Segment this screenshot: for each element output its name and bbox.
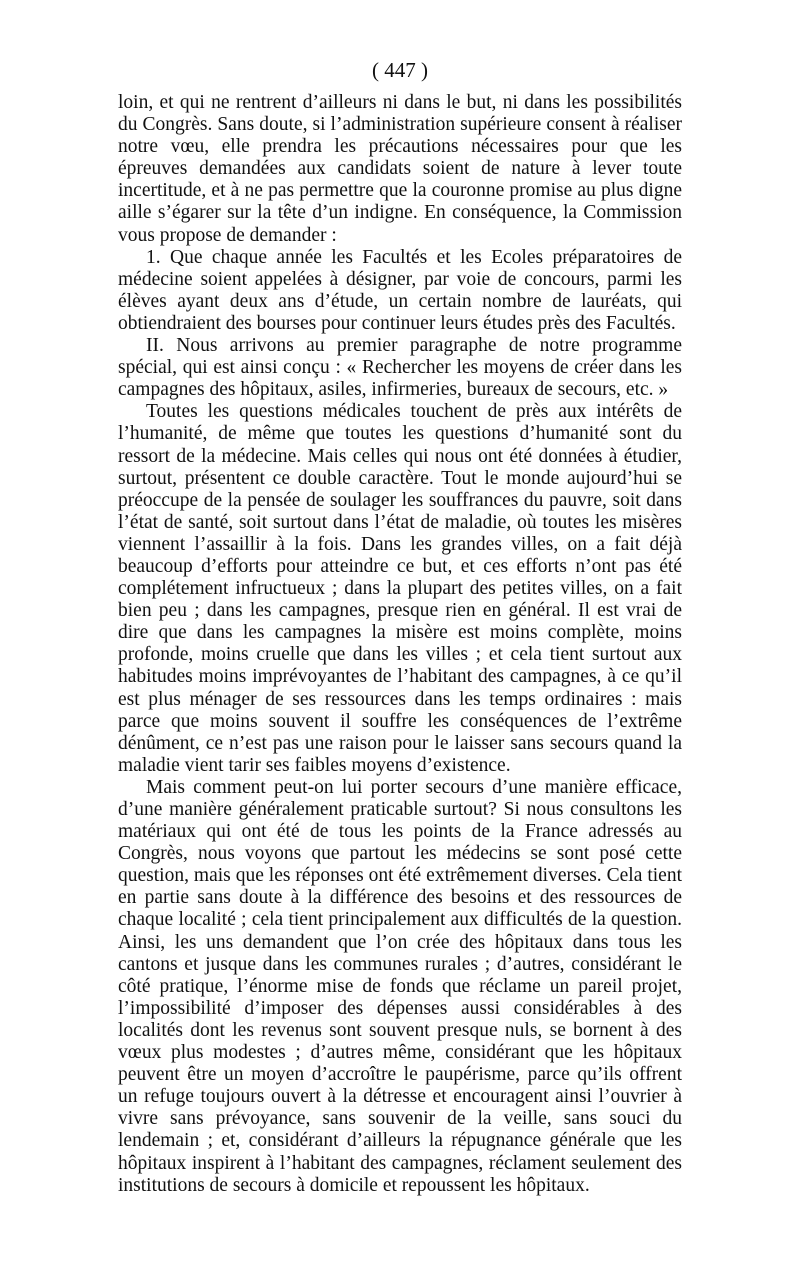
paragraph-continuation: loin, et qui ne rentrent d’ailleurs ni dans le but, ni dans les possibilités du Congrès. Sans doute, si l’administration supérieure consent à réaliser notre vœu, elle prendra les précautions nécessaires pour que les épreuves demandées aux candidats soient de nature à lever toute incertitude, et à ne pas permettre que la couronne promise au plus digne aille s’égarer sur la tête d’un indigne. En conséquence, la Commission vous propose de demander : (118, 92, 682, 246)
paragraph-efficient-aid: Mais comment peut-on lui porter secours d’une manière efficace, d’une manière généralement praticable surtout? Si nous consultons les matériaux qui ont été de tous les points de la France adressés au Congrès, nous voyons que partout les médecins se sont posé cette question, mais que les réponses ont été extrêmement diverses. Cela tient en partie sans doute à la différence des besoins et des ressources de chaque localité ; cela tient principalement aux difficultés de la question. Ainsi, les uns demandent que l’on crée des hôpitaux dans tous les cantons et jusque dans les communes rurales ; d’autres, considérant le côté pratique, l’énorme mise de fonds que réclame un pareil projet, l’impossibilité d’imposer des dépenses aussi considérables à des localités dont les revenus sont souvent presque nuls, se bornent à des vœux plus modestes ; d’autres même, considérant que les hôpitaux peuvent être un moyen d’accroître le paupérisme, parce qu’ils offrent un refuge toujours ouvert à la détresse et encouragent ainsi l’ouvrier à vivre sans prévoyance, sans souvenir de la veille, sans souci du lendemain ; et, considérant d’ailleurs la répugnance générale que les hôpitaux inspirent à l’habitant des campagnes, réclament seulement des institutions de secours à domicile et repoussent les hôpitaux. (118, 776, 682, 1196)
paragraph-section-two: II. Nous arrivons au premier paragraphe de notre programme spécial, qui est ainsi conçu : « Rechercher les moyens de créer dans les campagnes des hôpitaux, asiles, infirmeries, bureaux de secours, etc. » (118, 335, 682, 401)
paragraph-medical-questions: Toutes les questions médicales touchent de près aux intérêts de l’humanité, de même que toutes les questions d’humanité sont du ressort de la médecine. Mais celles qui nous ont été données à étudier, surtout, présentent ce double caractère. Tout le monde aujourd’hui se préoccupe de la pensée de soulager les souffrances du pauvre, soit dans l’état de santé, soit surtout dans l’état de maladie, où toutes les misères viennent l’assaillir à la fois. Dans les grandes villes, on a fait déjà beaucoup d’efforts pour atteindre ce but, et ces efforts n’ont pas été complétement infructueux ; dans la plupart des petites villes, on a fait bien peu ; dans les campagnes, presque rien en général. Il est vrai de dire que dans les campagnes la misère est moins complète, moins profonde, moins cruelle que dans les villes ; et cela tient surtout aux habitudes moins imprévoyantes de l’habitant des campagnes, à ce qu’il est plus ménager de ses ressources dans les temps ordinaires : mais parce que moins souvent il souffre les conséquences de l’extrême dénûment, ce n’est pas une raison pour le laisser sans secours quand la maladie vient tarir ses faibles moyens d’existence. (118, 401, 682, 776)
paragraph-proposal-one: 1. Que chaque année les Facultés et les Ecoles préparatoires de médecine soient appelées à désigner, par voie de concours, parmi les élèves ayant deux ans d’étude, un certain nombre de lauréats, qui obtiendraient des bourses pour continuer leurs études près des Facultés. (118, 246, 682, 334)
page-number: ( 447 ) (372, 58, 428, 82)
book-page (118, 56, 682, 1197)
